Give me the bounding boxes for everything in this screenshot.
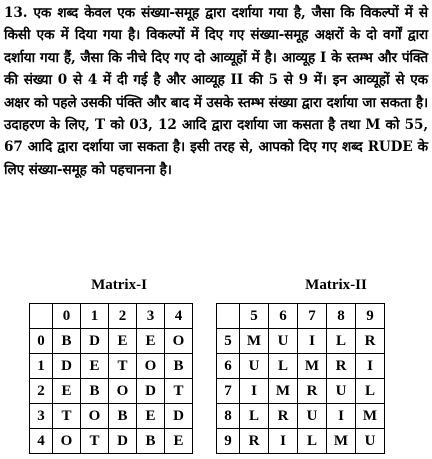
matrix2-cell: L <box>298 429 327 454</box>
matrix1-cell: E <box>53 379 81 404</box>
matrix1-row-header: 0 <box>30 329 53 354</box>
matrix1-cell: O <box>165 329 193 354</box>
matrix2-cell: R <box>356 329 385 354</box>
matrix2-row-header: 5 <box>217 329 240 354</box>
matrix1-row <box>30 329 193 354</box>
matrix2-cell: U <box>269 329 298 354</box>
matrix1-title: Matrix-I <box>91 277 147 293</box>
matrix1-table <box>29 303 193 454</box>
matrix1-col-header: 0 <box>53 304 81 329</box>
matrix2-cell: R <box>327 354 356 379</box>
matrix1-col-header: 1 <box>81 304 109 329</box>
matrix1-cell: D <box>53 354 81 379</box>
matrix1-col-header: 3 <box>137 304 165 329</box>
matrix2-row-header: 9 <box>217 429 240 454</box>
matrix2-row <box>217 404 385 429</box>
matrix1-cell: O <box>81 404 109 429</box>
matrix2-row <box>217 329 385 354</box>
matrix2-cell: R <box>298 379 327 404</box>
matrix2-cell: I <box>356 354 385 379</box>
question-number: 13. <box>4 5 28 21</box>
matrix2-cell: I <box>298 329 327 354</box>
matrix1-row <box>30 404 193 429</box>
matrix1-cell: E <box>137 404 165 429</box>
matrix2-cell: U <box>356 429 385 454</box>
matrix2-col-header: 7 <box>298 304 327 329</box>
matrix1-cell: B <box>53 329 81 354</box>
matrix2-cell: L <box>269 354 298 379</box>
matrix2-cell: M <box>327 429 356 454</box>
matrix1-cell: E <box>81 354 109 379</box>
matrix2-row <box>217 354 385 379</box>
matrix1-corner-cell <box>30 304 53 329</box>
matrix2-row-header: 6 <box>217 354 240 379</box>
matrix2-cell: M <box>240 329 269 354</box>
matrix1-row-header: 2 <box>30 379 53 404</box>
matrix2-row <box>217 429 385 454</box>
matrix1-cell: B <box>165 354 193 379</box>
matrix2-header-row <box>217 304 385 329</box>
matrix1-row-header: 3 <box>30 404 53 429</box>
matrix1-cell: T <box>165 379 193 404</box>
matrix1-cell: E <box>109 329 137 354</box>
matrix2-row-header: 8 <box>217 404 240 429</box>
matrix2-cell: R <box>269 404 298 429</box>
matrix1-cell: T <box>109 354 137 379</box>
matrix1-cell: D <box>137 379 165 404</box>
matrix1-cell: B <box>81 379 109 404</box>
question-body: एक शब्द केवल एक संख्या-समूह द्वारा दर्शाया गया है, जैसा कि विकल्पों में से किसी एक में दिया गया है। विकल्पों में दिए गए संख्या-समूह अक्षरों के दो वर्गों द्वारा दर्शाया गया हैं, जैसा कि नीचे दिए गए दो आव्यूहों में है। आव्यूह I के स्तम्भ और पंक्ति की संख्या 0 से 4 में दी गई है और आव्यूह II की 5 से 9 में। इन आव्यूहों से एक अक्षर को पहले उसकी पंक्ति और बाद में उसके स्तम्भ संख्या द्वारा दर्शाया जा सकता है। उदाहरण के लिए, T को 03, 12 आदि द्वारा दर्शाया जा कसता है तथा M को 55, 67 आदि द्वारा दर्शाया जा सकता है। इसी तरह से, आपको दिए गए शब्द RUDE के लिए संख्या-समूह को पहचानना है। <box>4 5 428 178</box>
matrix2-row <box>217 379 385 404</box>
matrix2-col-header: 6 <box>269 304 298 329</box>
matrix2-cell: M <box>356 404 385 429</box>
matrix1-col-header: 2 <box>109 304 137 329</box>
question-text-block <box>4 2 428 181</box>
matrix2-cell: L <box>327 329 356 354</box>
matrix1-cell: O <box>137 354 165 379</box>
matrix1-cell: T <box>81 429 109 454</box>
matrix1-row-header: 1 <box>30 354 53 379</box>
matrix2-title: Matrix-II <box>305 277 367 293</box>
matrix1-cell: B <box>109 404 137 429</box>
matrix2-corner-cell <box>217 304 240 329</box>
matrix2-cell: U <box>327 379 356 404</box>
matrix1-row <box>30 379 193 404</box>
matrix2-cell: U <box>298 404 327 429</box>
matrix2-cell: U <box>240 354 269 379</box>
matrix2-cell: R <box>240 429 269 454</box>
matrix2-row-header: 7 <box>217 379 240 404</box>
matrix2-cell: M <box>298 354 327 379</box>
matrix1-row <box>30 429 193 454</box>
matrix2-cell: I <box>327 404 356 429</box>
matrix2-cell: I <box>240 379 269 404</box>
matrix2-col-header: 9 <box>356 304 385 329</box>
matrix2-col-header: 8 <box>327 304 356 329</box>
matrix1-cell: O <box>53 429 81 454</box>
matrix1-cell: D <box>165 404 193 429</box>
matrix1-cell: E <box>137 329 165 354</box>
matrix1-cell: D <box>109 429 137 454</box>
matrix2-cell: L <box>240 404 269 429</box>
matrix1-cell: O <box>109 379 137 404</box>
matrix2-table <box>216 303 385 454</box>
matrix2-cell: L <box>356 379 385 404</box>
matrix2-cell: I <box>269 429 298 454</box>
matrix1-header-row <box>30 304 193 329</box>
matrix1-cell: D <box>81 329 109 354</box>
matrix1-row-header: 4 <box>30 429 53 454</box>
matrix1-cell: T <box>53 404 81 429</box>
matrix1-cell: B <box>137 429 165 454</box>
matrix1-row <box>30 354 193 379</box>
matrix2-cell: M <box>269 379 298 404</box>
matrix1-cell: E <box>165 429 193 454</box>
matrix1-col-header: 4 <box>165 304 193 329</box>
matrix2-col-header: 5 <box>240 304 269 329</box>
